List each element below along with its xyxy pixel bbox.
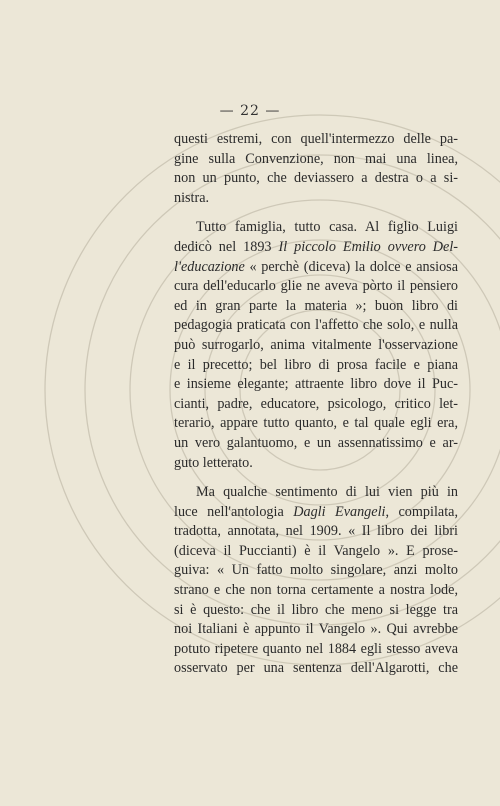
text-line: guto letterato. (174, 454, 253, 471)
book-title-italic: Dagli Evangeli (293, 503, 386, 520)
text-line: e il precetto; bel libro di prosa facile e piana (174, 356, 458, 373)
text-line: (diceva il Puccianti) è il Vangelo ». E prose- (174, 542, 458, 559)
body-text (174, 130, 458, 679)
text-line: Tutto famiglia, tutto casa. Al figlio Luigi (196, 219, 458, 236)
text-span: « perchè (diceva) la dolce e ansiosa (244, 258, 458, 275)
text-line: terario, appare tutto quanto, e tal quale egli era, (174, 415, 458, 432)
text-line: osservato per una sentenza dell'Algarotti, che (174, 660, 458, 677)
text-line: potuto ripetere quanto nel 1884 egli stesso aveva (174, 640, 458, 657)
text-span: luce nell'antologia (174, 503, 294, 520)
page-number: — 22 — (219, 103, 281, 119)
book-title-italic: l'educazione (174, 258, 245, 275)
text-line: e insieme elegante; attraente libro dove il Puc- (174, 376, 458, 393)
text-line: si è questo: che il libro che meno si legge tra (174, 601, 458, 618)
text-span: dedicò nel 1893 (174, 238, 279, 255)
text-line: ed in gran parte la materia »; buon libro di (174, 297, 458, 314)
text-span: , compilata, (385, 503, 458, 520)
text-line: cura dell'educarlo glie ne aveva pòrto il pensiero (174, 278, 458, 295)
text-line: può surrogarlo, anima vitalmente l'osservazione (174, 336, 458, 353)
text-line: gine sulla Convenzione, non mai una linea, (174, 150, 458, 167)
book-title-italic: Il piccolo Emilio ovvero Del- (278, 238, 458, 255)
text-line: noi Italiani è appunto il Vangelo ». Qui avrebbe (174, 621, 458, 638)
text-line: non un punto, che deviassero a destra o a si- (174, 170, 458, 187)
text-line-with-title (174, 503, 458, 523)
text-line-with-title (174, 258, 458, 278)
text-line: Ma qualche sentimento di lui vien più in (196, 484, 458, 501)
text-line: guiva: « Un fatto molto singolare, anzi molto (174, 562, 458, 579)
text-line: questi estremi, con quell'intermezzo delle pa- (174, 131, 458, 147)
text-line: tradotta, annotata, nel 1909. « Il libro dei libri (174, 523, 458, 540)
text-line: pedagogia praticata con l'affetto che solo, e nulla (174, 317, 458, 334)
text-line-with-title (174, 238, 458, 258)
text-line: cianti, padre, educatore, psicologo, critico let- (174, 395, 458, 412)
text-line: nistra. (174, 189, 210, 206)
text-line: strano e che non torna certamente a nostra lode, (174, 582, 458, 599)
text-line: un vero galantuomo, e un assennatissimo e ar- (174, 434, 458, 451)
